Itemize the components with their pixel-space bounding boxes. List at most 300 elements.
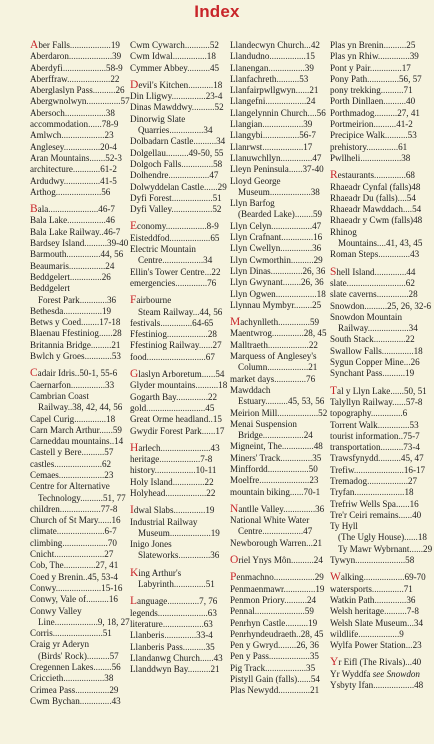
entry-pages: 15 [305,51,315,62]
entry-pages: 27 [212,340,222,351]
index-entry [30,368,130,379]
entry-leader: ............... [75,684,110,695]
index-entry [130,114,230,125]
entry-leader: .......... [191,102,215,113]
entry-initial: L [130,595,138,608]
entry-pages: 56 [316,107,326,118]
entry-term: Moelfre [230,475,260,486]
entry-pages: 51 [212,192,222,203]
entry-leader: .................... [58,469,105,480]
entry-term: Ffestiniog [130,329,167,340]
entry-leader: .......... [291,555,314,566]
index-entry [30,85,130,96]
index-entry [330,386,430,397]
entry-leader: .............. [369,62,402,73]
entry-term: Watkin Path [330,594,375,605]
entry-leader: .......................... [146,402,206,413]
entry-term: r Eifl (The Rivals) [338,657,406,668]
entry-term: Llyn Cwmorthin [230,254,291,265]
entry-pages: 28, 45 [300,628,324,639]
entry-leader: .................. [165,221,207,232]
entry-term: Cwm Cywarch [130,40,185,50]
index-entry [330,312,430,323]
entry-term: Pen y Gwryd [230,640,278,651]
entry-term: ala [37,204,49,215]
entry-leader: .......... [276,73,300,84]
entry-pages: 45, 53, 56 [287,396,325,407]
entry-term: riel Ynys Môn [238,555,292,566]
entry-leader: ...... [288,164,303,175]
entry-leader: .............. [278,685,311,696]
entry-pages: 16 [111,515,121,526]
entry-term: (The Ugly House) [338,532,405,543]
entry-term: Plas Newydd [230,685,279,696]
index-entry [130,414,230,425]
entry-leader: .................. [262,526,304,537]
entry-leader: .............. [374,170,406,181]
index-entry [30,130,130,141]
index-entry [130,477,230,488]
entry-pages: 54 [215,369,225,380]
entry-pages: 6-7 [104,526,117,537]
entry-leader: ...... [198,340,213,351]
entry-term: Mawddach [230,384,271,395]
entry-leader: .......... [364,300,388,311]
entry-pages: 19 [205,505,215,516]
entry-pages: 24 [303,430,313,441]
entry-leader: .................... [55,186,102,197]
index-entry [230,663,330,674]
entry-term: Electric Mountain [130,244,196,255]
entry-pages: 27 [407,475,418,486]
entry-leader: .. [398,430,403,441]
index-entry [130,40,230,51]
entry-term: Miners' Track [230,452,281,463]
entry-term: architecture [30,164,73,175]
entry-pages: 19 [102,305,112,316]
entry-pages: 39 [304,62,314,73]
entry-term: Cnicht [30,549,55,560]
entry-leader: .......... [380,442,404,453]
entry-term: Dolhendre [130,170,169,181]
entry-pages: 18 [404,487,414,498]
entry-term: Llanddwyn Bay [130,664,188,675]
index-entry [30,651,130,662]
entry-leader: .................. [267,339,309,350]
entry-pages: 25 [312,299,322,310]
index-entry [330,657,430,668]
entry-term: Aran Mountains [30,152,90,163]
entry-term: Marquess of Anglesey's [230,351,317,362]
index-entry [130,51,230,62]
entry-pages: 16-17 [403,464,426,475]
index-entry [30,391,130,402]
entry-term: Trefriw Wells Spa [330,498,396,509]
index-entry [330,108,430,119]
entry-leader: ............ [84,351,112,362]
entry-leader: .................. [171,192,213,203]
index-entry [230,74,330,85]
entry-term: Eisteddfod [130,232,170,243]
index-entry [130,392,230,403]
entry-pages: 23 [309,475,319,486]
entry-leader: .................. [363,572,405,583]
entry-term: Newborough Warren [230,537,307,548]
entry-leader: .. [296,628,301,639]
entry-term: Welsh Slate Museum [330,617,408,628]
entry-leader: ............... [172,51,207,62]
entry-term: Conwy, Vale of [30,594,87,605]
index-entry [230,487,330,498]
index-entry [30,685,130,696]
index-entry [130,233,230,244]
entry-pages: 63 [203,618,213,629]
entry-leader: .......... [373,119,397,130]
index-column [330,40,433,707]
entry-leader: .. [74,368,80,379]
entry-leader: .......... [384,606,407,617]
index-entry [230,266,330,277]
entry-leader: .............. [378,249,411,260]
entry-leader: .............. [63,560,96,571]
entry-pages: 21 [312,537,323,548]
entry-term: Conwy Valley [30,605,82,616]
entry-term: Caernarfon [30,379,71,390]
entry-term: Tremadog [330,475,368,486]
entry-term: legends [130,607,158,618]
entry-initial: A [30,39,39,51]
entry-term: food [130,351,147,362]
index-entry [30,295,130,306]
entry-leader: .................. [169,527,211,538]
entry-leader: .................. [273,572,315,583]
index-entry [330,453,430,464]
index-entry [230,651,330,662]
index-entry [330,278,430,289]
entry-pages: 19 [210,527,220,538]
entry-pages: 53 [407,130,417,141]
entry-pages: 56, 57 [398,73,422,84]
index-entry [330,96,430,107]
entry-term: Porth Dinllaen [330,96,384,107]
entry-term: ber Falls [38,40,70,50]
entry-pages: 47 [303,526,313,537]
entry-term: Carn March Arthur [30,424,100,435]
entry-pages: 48 [313,441,323,452]
index-entry [30,470,130,481]
entry-leader: .............. [283,503,316,514]
entry-initial: N [230,502,239,515]
entry-term: slate [330,277,347,288]
index-entry [330,397,430,408]
index-entry [130,278,230,289]
entry-initial: T [330,384,338,397]
entry-initial: H [130,441,139,454]
entry-pages: 58-9 [106,62,123,73]
entry-term: Penrhyndeudraeth [230,628,297,639]
entry-leader: .................. [154,465,196,476]
entry-leader: .................. [165,487,207,498]
index-entry [230,351,330,362]
entry-term: Llanfairpwllgwyn [230,85,296,96]
index-entry [230,300,330,311]
entry-term: Mountains [338,238,377,249]
entry-term: Barmouth [30,249,67,260]
entry-term: Penrhyn Castle [230,617,286,628]
entry-pages: 44, 56 [100,249,124,260]
index-entry [230,430,330,441]
entry-term: Llanuwchllyn [230,152,281,163]
entry-term: Cregennen Lakes [30,662,94,673]
index-entry [230,362,330,373]
entry-pages: 21 [308,362,318,373]
entry-pages: 35 [312,452,322,463]
entry-leader: ...... [398,509,413,520]
index-entry [130,619,230,630]
index-entry [30,594,130,605]
entry-leader: ...... [404,532,418,543]
entry-leader: .... [307,107,317,118]
entry-term: Migneint, The [230,441,282,452]
entry-term: Crimea Pass [30,684,76,695]
index-entry [30,538,130,549]
entry-leader: ........ [93,662,112,673]
index-entry [330,465,430,476]
entry-pages: 35 [309,651,319,662]
index-entry [30,673,130,684]
entry-term: heritage [130,454,160,465]
entry-leader: ............... [66,249,101,260]
index-entry [330,431,430,442]
entry-term: tourist information [330,430,399,441]
entry-leader: .......... [374,107,398,118]
entry-pages: 51, 77 [102,492,126,503]
index-entry [330,249,430,260]
index-entry [30,447,130,458]
entry-leader: ........... [184,40,210,50]
entry-pages: 43 [410,249,420,260]
entry-leader: .......... [182,641,206,652]
entry-leader: .............. [280,152,313,163]
index-entry [30,425,130,436]
entry-term: market days [230,373,275,384]
index-entry [230,51,330,62]
entry-pages: 27, 41 [95,560,119,571]
entry-leader: .... [397,192,407,203]
entry-leader: .................. [367,475,408,486]
entry-leader: ...... [409,543,424,554]
index-entry [330,618,430,629]
entry-leader: .......... [284,594,307,605]
entry-term: Conwy [30,582,56,593]
entry-term: Aberffraw [30,73,68,84]
entry-leader: .................. [159,454,201,465]
index-entry [230,441,330,452]
entry-leader: .................. [262,141,304,152]
index-entry [230,108,330,119]
index-entry [30,504,130,515]
index-entry [130,550,230,561]
entry-term: Minffordd [230,463,268,474]
entry-term: Forest Park [38,294,80,305]
entry-leader: .......... [378,453,401,464]
entry-pages: 10-11 [195,465,217,476]
entry-pages: 57 [109,650,119,661]
entry-leader: ................ [268,62,305,73]
entry-leader: ................ [262,130,300,141]
entry-leader: .................. [166,329,208,340]
entry-pages: 53 [111,351,121,362]
entry-leader: .......... [187,664,211,675]
entry-pages: 24 [105,260,115,271]
entry-term: Beddgelert [30,271,70,282]
entry-leader: .................. [265,96,307,107]
index-entry [130,608,230,619]
entry-leader: .............. [374,594,407,605]
entry-pages: 22 [207,391,218,402]
index-entry [230,289,330,300]
entry-leader: .. [67,402,73,413]
entry-term: Yr Wyddfa [330,668,371,679]
index-entry [30,493,130,504]
entry-pages: 25 [406,40,416,50]
index-entry [330,301,430,312]
entry-term: Centre [138,255,163,266]
index-entry [230,629,330,640]
entry-term: Blaenau Ffestiniog [30,328,99,339]
index-entry [130,653,230,664]
index-entry [330,182,430,193]
entry-term: Bridge [238,430,263,441]
entry-leader: ........ [294,209,313,220]
entry-term: Snowdon Mountain [330,311,402,322]
index-entry [230,606,330,617]
entry-pages: 39 [409,51,419,62]
entry-term: Tywyn [330,555,356,566]
entry-pages: 7-8 [406,606,419,617]
entry-leader: .......... [265,396,288,407]
index-entry [230,130,330,141]
index-entry [330,595,430,606]
index-entry [130,204,230,215]
entry-leader: ... [403,357,411,368]
entry-pages: 21 [111,339,121,350]
index-entry [30,238,130,249]
index-entry [130,193,230,204]
entry-term: Beddgelert [30,283,70,294]
entry-pages: 16 [108,594,118,605]
entry-pages: 21 [309,85,319,96]
entry-term: Museum [138,527,170,538]
entry-leader: .................... [62,537,108,548]
entry-pages: 33 [105,379,115,390]
entry-term: Pennal [230,606,255,617]
index-entry [30,549,130,560]
entry-leader: ............... [171,91,206,102]
entry-leader: .......... [383,96,407,107]
entry-leader: .................. [262,430,304,441]
entry-pages: 59 [304,606,314,617]
entry-term: Abergwnolwyn [30,96,87,107]
entry-pages: 20-4 [100,141,117,152]
entry-leader: .............. [178,550,211,561]
entry-term: Beaumaris [30,260,69,271]
index-entry [130,295,230,306]
index-entry [130,630,230,641]
entry-leader: .......... [80,492,103,503]
index-entry [230,164,330,175]
index-column [130,40,230,707]
entry-leader: ................ [68,260,106,271]
entry-pages: 46 [105,215,115,226]
entry-leader: .............. [373,334,406,345]
index-entry [30,249,130,260]
entry-leader: .................. [269,186,311,197]
entry-pages: 34 [203,125,213,136]
entry-leader: .................. [162,255,204,266]
entry-leader: .............. [366,141,399,152]
entry-term: transportation [330,442,381,453]
entry-leader: ..................... [56,526,105,537]
entry-pages: 69-70 [404,572,426,583]
entry-term: Anglesey [30,141,64,152]
index-entry [130,91,230,102]
entry-pages: 21 [310,685,320,696]
entry-pages: 45, 53-4 [87,571,118,582]
entry-pages: 19 [110,40,120,50]
entry-leader: ...................... [157,607,208,618]
entry-pages: 42 [310,40,320,50]
entry-term: Ty Mawr Wybrnant [338,543,410,554]
index-entry [30,204,130,215]
entry-pages: 26, 36 [302,265,326,276]
index-entry [130,182,230,193]
entry-initial: S [330,265,337,278]
entry-term: mountain biking [230,486,290,497]
entry-term: Llangelynnin Church [230,107,308,118]
entry-term: Llanrwst [230,141,263,152]
index-entry [330,40,430,51]
index-entry [330,238,430,249]
entry-leader: ...................... [259,475,310,486]
index-entry [230,187,330,198]
index-entry [330,74,430,85]
entry-leader: .. [83,571,88,582]
entry-term: Llangefni [230,96,266,107]
entry-term: festivals [130,317,161,328]
entry-leader: ... [304,40,311,50]
entry-term: Pen y Pass [230,651,269,662]
entry-term: Glyder mountains [130,380,196,391]
entry-leader: .............. [367,73,399,84]
index-entry [230,209,330,220]
entry-term: Llangybi [230,130,263,141]
entry-pages: 63 [207,607,217,618]
entry-term: Tryfan [330,487,355,498]
entry-leader: .............. [176,391,208,402]
index-entry [330,323,430,334]
entry-pages: 9, 18, 27 [97,616,130,627]
entry-pages: 24 [306,96,316,107]
entry-pages: 57-8 [405,396,423,407]
index-entry [230,63,330,74]
index-entry [130,63,230,74]
entry-leader: .......... [285,617,309,628]
entry-term: Trawsfynydd [330,453,379,464]
entry-pages: 22 [204,476,214,487]
entry-term: Great Orme headland [130,414,209,425]
entry-pages: 46-7 [103,226,121,237]
